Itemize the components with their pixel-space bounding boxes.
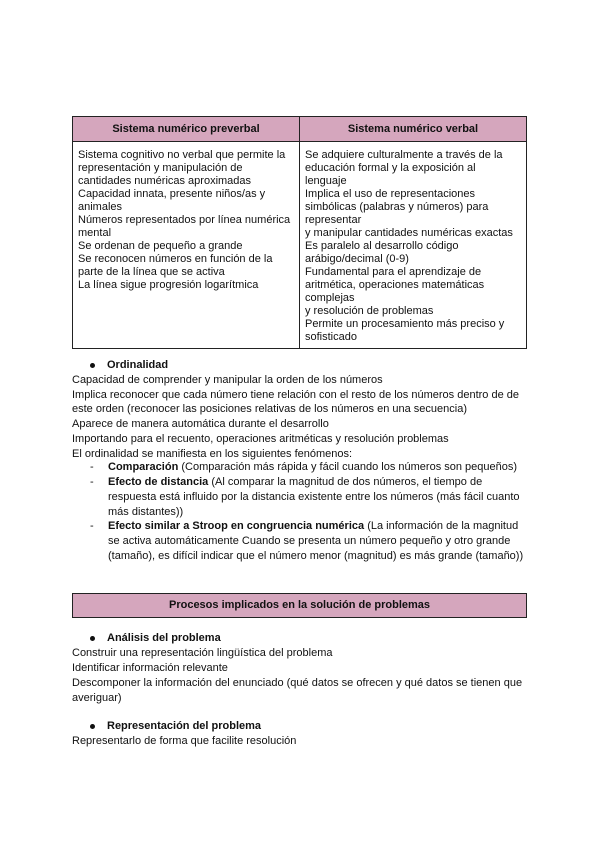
- verbal-line: y resolución de problemas: [305, 305, 434, 317]
- preverbal-line: animales: [78, 201, 123, 213]
- verbal-line: sofisticado: [305, 331, 357, 343]
- analisis-line: Construir una representación lingüística del problema: [72, 647, 333, 659]
- phenomenon-text: (La información de la magnitud: [364, 520, 519, 532]
- analisis-heading: [90, 632, 221, 645]
- dash-bullet-icon: -: [90, 461, 94, 473]
- analisis-title: Análisis del problema: [107, 632, 221, 644]
- phenomenon-text: (tamaño), es difícil indicar que el número menor (magnitud) es más grande (tamaño)): [108, 550, 524, 562]
- preverbal-line: Se ordenan de pequeño a grande: [78, 240, 243, 252]
- dash-bullet-icon: -: [90, 520, 94, 532]
- ordinalidad-line: Capacidad de comprender y manipular la orden de los números: [72, 374, 383, 386]
- verbal-line: lenguaje: [305, 175, 347, 187]
- verbal-line: representar: [305, 214, 362, 226]
- ordinalidad-line: Implica reconocer que cada número tiene relación con el resto de los números dentro de de: [72, 389, 519, 401]
- preverbal-line: parte de la línea que se activa: [78, 266, 225, 278]
- analisis-line: Descomponer la información del enunciado (qué datos se ofrecen y qué datos se tienen que: [72, 677, 523, 689]
- ordinalidad-body: [72, 374, 532, 463]
- bullet-icon: [90, 724, 95, 729]
- verbal-line: arábigo/decimal (0-9): [305, 253, 409, 265]
- procesos-header: Procesos implicados en la solución de problemas: [72, 593, 527, 618]
- phenomenon-item: [108, 461, 528, 474]
- preverbal-line: Números representados por línea numérica: [78, 214, 291, 226]
- phenomenon-title: Efecto similar a Stroop en congruencia numérica: [108, 520, 365, 532]
- bullet-icon: [90, 636, 95, 641]
- ordinalidad-heading: [90, 359, 168, 372]
- analisis-line: Identificar información relevante: [72, 662, 228, 674]
- preverbal-cell: [73, 142, 300, 349]
- verbal-line: simbólicas (palabras y números) para: [305, 201, 489, 213]
- ordinalidad-line: este orden (reconocer las posiciones relativas de los números en una secuencia): [72, 403, 467, 415]
- preverbal-line: Se reconocen números en función de la: [78, 253, 273, 265]
- dash-bullet-icon: -: [90, 476, 94, 488]
- verbal-line: Fundamental para el aprendizaje de: [305, 266, 482, 278]
- comparison-table: [72, 116, 527, 349]
- phenomenon-text: (Comparación más rápida y fácil cuando los números son pequeños): [178, 461, 518, 473]
- phenomenon-text: (Al comparar la magnitud de dos números, el tiempo de: [208, 476, 483, 488]
- representacion-title: Representación del problema: [107, 720, 262, 732]
- verbal-cell: [300, 142, 527, 349]
- verbal-line: Permite un procesamiento más preciso y: [305, 318, 505, 330]
- phenomenon-item: [108, 520, 528, 565]
- preverbal-line: Sistema cognitivo no verbal que permite la: [78, 149, 286, 161]
- analisis-line: averiguar): [72, 692, 122, 704]
- phenomenon-text: más distantes)): [108, 506, 184, 518]
- ordinalidad-title: Ordinalidad: [107, 359, 169, 371]
- representacion-line: Representarlo de forma que facilite resolución: [72, 735, 297, 747]
- verbal-line: complejas: [305, 292, 355, 304]
- phenomenon-text: se activa automáticamente Cuando se presenta un número pequeño y otro grande: [108, 535, 511, 547]
- phenomenon-text: respuesta está influido por la distancia existente entre los números (más fácil cuanto: [108, 491, 520, 503]
- verbal-line: Implica el uso de representaciones: [305, 188, 475, 200]
- verbal-line: Se adquiere culturalmente a través de la: [305, 149, 503, 161]
- table-header-preverbal: Sistema numérico preverbal: [73, 117, 300, 142]
- verbal-line: aritmética, operaciones matemáticas: [305, 279, 485, 291]
- representacion-heading: [90, 720, 261, 733]
- ordinalidad-line: Importando para el recuento, operaciones aritméticas y resolución problemas: [72, 433, 449, 445]
- verbal-line: y manipular cantidades numéricas exactas: [305, 227, 513, 239]
- analisis-body: [72, 647, 532, 707]
- bullet-icon: [90, 363, 95, 368]
- preverbal-line: cantidades numéricas aproximadas: [78, 175, 252, 187]
- verbal-line: educación formal y la exposición al: [305, 162, 476, 174]
- preverbal-line: mental: [78, 227, 112, 239]
- phenomenon-title: Efecto de distancia: [108, 476, 209, 488]
- phenomenon-title: Comparación: [108, 461, 179, 473]
- ordinalidad-line: Aparece de manera automática durante el desarrollo: [72, 418, 329, 430]
- phenomenon-item: [108, 476, 528, 521]
- table-header-verbal: Sistema numérico verbal: [300, 117, 527, 142]
- representacion-body: [72, 735, 532, 748]
- preverbal-line: La línea sigue progresión logarítmica: [78, 279, 259, 291]
- preverbal-line: Capacidad innata, presente niños/as y: [78, 188, 266, 200]
- verbal-line: Es paralelo al desarrollo código: [305, 240, 459, 252]
- preverbal-line: representación y manipulación de: [78, 162, 243, 174]
- ordinalidad-line: El ordinalidad se manifiesta en los siguientes fenómenos:: [72, 448, 353, 460]
